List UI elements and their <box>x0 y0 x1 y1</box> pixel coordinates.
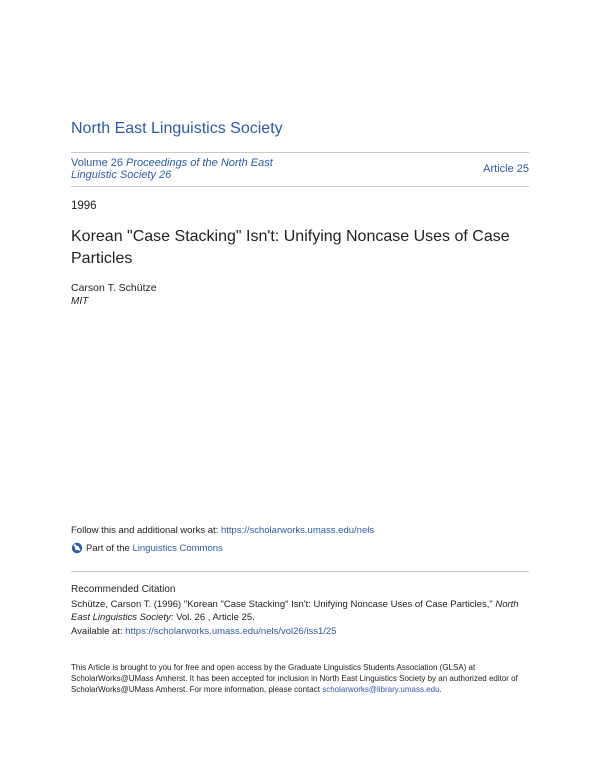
series-title-link[interactable]: North East Linguistics Society <box>71 120 283 137</box>
commons-network-icon <box>71 542 83 554</box>
available-at-line <box>71 626 336 637</box>
citation-divider <box>71 571 529 572</box>
volume-title: Proceedings of the North East Linguistic Society 26 <box>71 157 273 181</box>
paper-title: Korean "Case Stacking" Isn't: Unifying Noncase Uses of Case Particles <box>71 228 510 267</box>
available-prefix: Available at: <box>71 626 123 637</box>
follow-link[interactable]: https://scholarworks.umass.edu/nels <box>220 525 375 536</box>
publication-year: 1996 <box>71 200 97 212</box>
citation-text <box>71 598 529 624</box>
part-of-line <box>71 542 223 554</box>
contact-email-link[interactable]: scholarworks@library.umass.edu <box>322 685 440 694</box>
available-link[interactable]: https://scholarworks.umass.edu/nels/vol26/iss1/25 <box>125 626 337 637</box>
article-number-link[interactable]: Article 25 <box>483 163 529 175</box>
follow-line <box>71 525 374 536</box>
author-affiliation: MIT <box>71 296 89 307</box>
notice-text: This Article is brought to you for free and open access by the Graduate Linguistics Students Association (GLSA) at ScholarWorks@UMass Amherst. It has been accepted for inclusion in North East Linguistics Society by an authorized editor of ScholarWorks@UMass Amherst. For more information, please contact <box>71 663 518 694</box>
linguistics-commons-link[interactable]: Linguistics Commons <box>132 542 223 554</box>
header-divider-bottom <box>71 186 529 187</box>
notice-end: . <box>439 685 442 694</box>
open-access-notice <box>71 662 529 695</box>
part-of-prefix: Part of the <box>86 542 130 554</box>
citation-text-pre: Schütze, Carson T. (1996) "Korean "Case Stacking" Isn't: Unifying Noncase Uses of Case Particles," <box>71 599 493 610</box>
citation-journal: North East Linguistics Society <box>71 599 519 623</box>
citation-heading: Recommended Citation <box>71 584 176 595</box>
volume-number: Volume 26 <box>71 157 123 169</box>
author-name: Carson T. Schütze <box>71 282 157 294</box>
header-divider-top <box>71 152 529 153</box>
citation-text-post: : Vol. 26 , Article 25. <box>170 612 255 623</box>
volume-link[interactable] <box>71 157 311 181</box>
follow-prefix: Follow this and additional works at: <box>71 525 219 536</box>
